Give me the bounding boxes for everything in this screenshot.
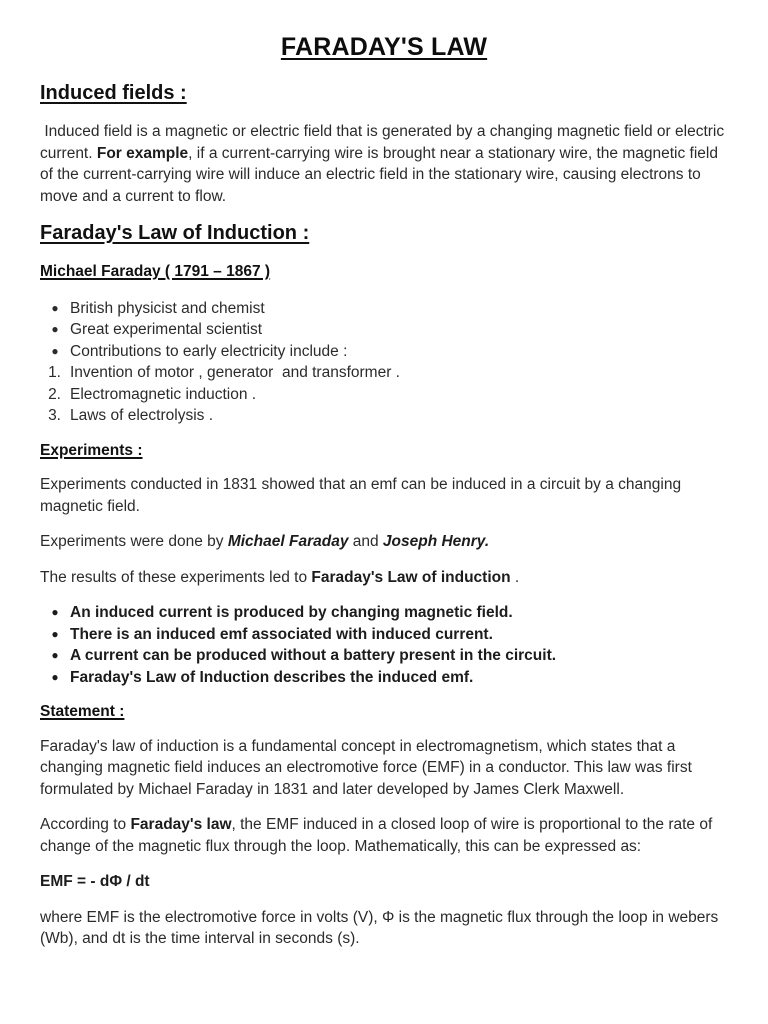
heading-induced-fields: Induced fields : — [40, 82, 187, 104]
list-item-label: Contributions to early electricity include : — [70, 342, 348, 360]
heading-experiments: Experiments : — [40, 441, 143, 459]
statement-paragraph-2 — [40, 814, 728, 857]
list-item-label: Faraday's Law of Induction describes the induced emf. — [70, 668, 474, 686]
list-item-label: Laws of electrolysis . — [70, 407, 213, 424]
list-item-label: Electromagnetic induction . — [70, 385, 257, 403]
experiments-paragraph-3 — [40, 567, 728, 589]
text-run: , the EMF induced in a closed loop of wire is proportional to the rate of change of the magnetic flux through the loop. Mathematically, this can be expressed as: — [40, 816, 717, 855]
text-run: According to — [40, 816, 131, 833]
text-run: and — [348, 533, 383, 550]
text-run: The results of these experiments led to — [40, 568, 312, 586]
statement-paragraph-3: where EMF is the electromotive force in volts (V), Φ is the magnetic flux through the loop in webers (Wb), and dt is the time interval in seconds (s). — [40, 908, 723, 947]
heading-statement: Statement : — [40, 703, 125, 720]
bullet-icon: ● — [51, 669, 59, 684]
text-run-bold: Faraday's Law of induction — [311, 568, 511, 586]
list-item — [40, 362, 728, 384]
list-item-label: Great experimental scientist — [70, 321, 263, 338]
list-number: 3. — [48, 407, 61, 424]
bullet-icon: ● — [51, 605, 59, 619]
heading-faradays-law-of-induction: Faraday's Law of Induction : — [40, 222, 310, 244]
list-item — [40, 645, 728, 667]
list-item — [40, 341, 728, 363]
experiments-paragraph-1: Experiments conducted in 1831 showed that an emf can be induced in a circuit by a changing magnetic field. — [40, 476, 686, 515]
statement-paragraph-1: Faraday's law of induction is a fundamental concept in electromagnetism, which states that a changing magnetic field induces an electromotive force (EMF) in a conductor. This law was first formulated by Michael Faraday in 1831 and later developed by James Clerk Maxwell. — [40, 737, 697, 798]
list-item — [40, 667, 728, 689]
list-item-label: There is an induced emf associated with induced current. — [70, 625, 493, 643]
subheading-michael-faraday: Michael Faraday ( 1791 – 1867 ) — [40, 263, 271, 280]
person-name: Joseph Henry. — [382, 533, 490, 550]
bullet-icon: ● — [51, 648, 59, 662]
text-run: Induced field is a magnetic or electric field that is generated by a changing magnetic field or electric current. — [40, 123, 729, 162]
text-run-bold: Faraday's law — [130, 816, 232, 833]
list-number: 2. — [48, 385, 61, 403]
bullet-icon: ● — [51, 343, 59, 358]
list-item — [40, 298, 728, 320]
list-item — [40, 319, 728, 341]
faraday-facts-list — [40, 298, 728, 427]
experiments-paragraph-2 — [40, 531, 728, 553]
text-run: Experiments were done by — [40, 533, 228, 550]
list-item-label: Invention of motor , generator and transformer . — [70, 364, 400, 381]
bullet-icon: ● — [51, 322, 59, 336]
page-title: FARADAY'S LAW — [280, 33, 488, 61]
list-item — [40, 624, 728, 646]
induced-fields-paragraph — [40, 121, 728, 207]
bullet-icon: ● — [51, 300, 59, 315]
induction-key-points-list — [40, 602, 728, 688]
text-run: . — [510, 568, 520, 586]
text-run: , if a current-carrying wire is brought near a stationary wire, the magnetic field of the current-carrying wire will induce an electric field in the stationary wire, causing electrons to move and a current to flow. — [40, 144, 723, 205]
person-name: Michael Faraday — [227, 533, 349, 550]
text-run-bold: For example — [96, 144, 189, 162]
list-item-label: A current can be produced without a battery present in the circuit. — [70, 647, 557, 664]
list-item — [40, 384, 728, 406]
list-item — [40, 602, 728, 624]
list-item-label: An induced current is produced by changing magnetic field. — [70, 604, 513, 621]
emf-equation: EMF = - dΦ / dt — [40, 873, 150, 890]
list-item — [40, 405, 728, 427]
bullet-icon: ● — [51, 626, 59, 641]
list-item-label: British physicist and chemist — [70, 299, 265, 317]
list-number: 1. — [48, 364, 61, 381]
